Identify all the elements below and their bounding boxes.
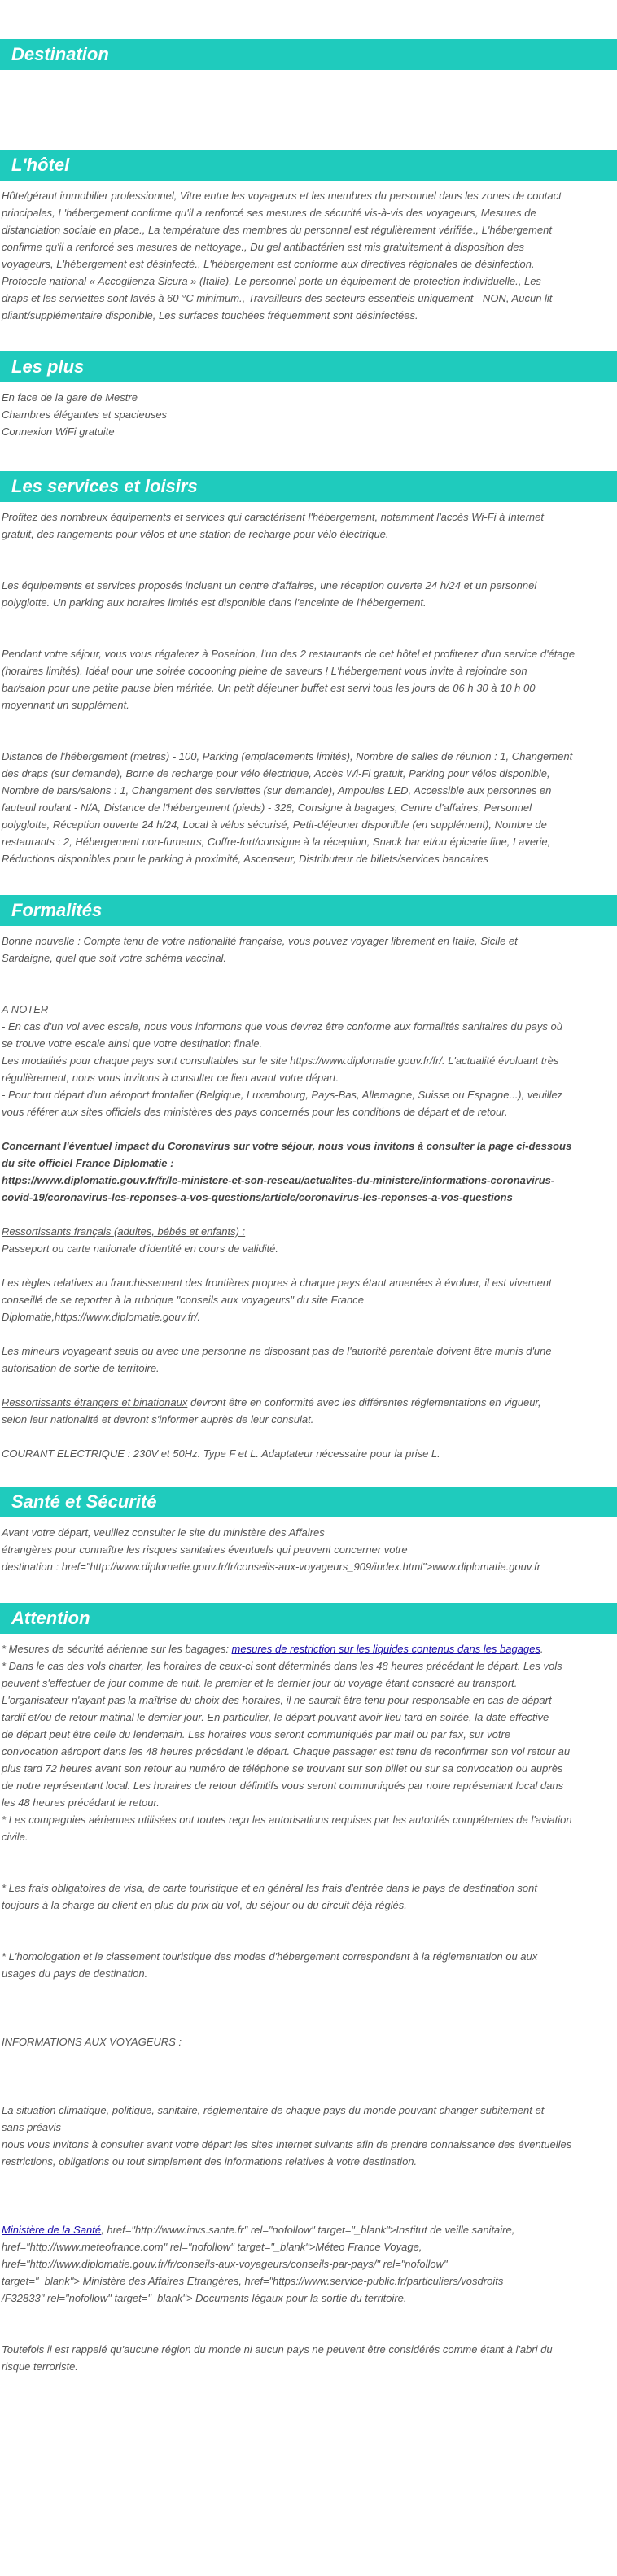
attention-text: , href="http://www.invs.sante.fr" rel="nofollow" target="_blank">Institut de veille sanitaire,: [101, 2224, 515, 2236]
formalites-line: [0, 1394, 617, 1411]
formalites-line: vous référer aux sites officiels des ministères des pays concernés pour les conditions de départ et de retour.: [2, 1106, 508, 1118]
attention-line: risque terroriste.: [2, 2360, 78, 2373]
formalites-line: Bonne nouvelle : Compte tenu de votre nationalité française, vous pouvez voyager librement en Italie, Sicile et: [2, 935, 518, 947]
formalites-line: Diplomatie,https://www.diplomatie.gouv.fr/.: [2, 1311, 200, 1323]
formalites-line: A NOTER: [2, 1003, 49, 1015]
hotel-line: pliant/supplémentaire disponible, Les surfaces touchées fréquemment sont désinfectées.: [2, 309, 418, 321]
attention-line: * L'homologation et le classement touristique des modes d'hébergement correspondent à la réglementation ou aux: [2, 1950, 538, 1963]
attention-line: de notre représentant local. Les horaires de retour définitifs vous seront communiqués par notre représentant local dans: [2, 1779, 564, 1792]
services-line: restaurants : 2, Hébergement non-fumeurs, Coffre-fort/consigne à la réception, Snack bar et/ou épicerie fine, Laverie,: [2, 836, 551, 848]
services-section: [0, 502, 617, 867]
ministere-sante-link[interactable]: Ministère de la Santé: [2, 2224, 102, 2236]
attention-line: INFORMATIONS AUX VOYAGEURS :: [2, 2036, 182, 2048]
formalites-text: devront être en conformité avec les différentes réglementations en vigueur,: [187, 1396, 541, 1408]
attention-line: * Dans le cas des vols charter, les horaires de ceux-ci sont déterminés dans les 48 heures précédant le départ. Les vols: [2, 1660, 562, 1672]
formalites-bold-line: https://www.diplomatie.gouv.fr/fr/le-ministere-et-son-reseau/actualites-du-ministere/informations-coronavirus-: [2, 1174, 555, 1186]
attention-line: de départ peut être celle du lendemain. Les horaires vous seront communiqués par mail ou par fax, sur votre: [2, 1728, 511, 1740]
attention-line: La situation climatique, politique, sanitaire, réglementaire de chaque pays du monde pouvant changer subitement et: [2, 2104, 545, 2116]
formalites-bold-line: du site officiel France Diplomatie :: [2, 1157, 174, 1169]
services-line: des draps (sur demande), Borne de recharge pour vélo électrique, Accès Wi-Fi gratuit, Parking pour vélos disponible,: [2, 767, 550, 779]
formalites-subheading: Ressortissants étrangers et binationaux: [2, 1396, 188, 1408]
hotel-line: voyageurs, L'hébergement est désinfecté., L'hébergement est conforme aux directives régionales de désinfection.: [2, 258, 535, 270]
formalites-line: Sardaigne, quel que soit votre schéma vaccinal.: [2, 952, 227, 964]
attention-line: les 48 heures précédant le retour.: [2, 1797, 160, 1809]
attention-line: sans préavis: [2, 2121, 61, 2133]
hotel-header: L'hôtel: [0, 150, 617, 181]
hotel-line: draps et les serviettes sont lavés à 60 °C minimum., Travailleurs des secteurs essentiels uniquement - NON, Aucun lit: [2, 292, 553, 304]
attention-line: href="http://www.meteofrance.com" rel="nofollow" target="_blank">Méteo France Voyage,: [2, 2241, 422, 2253]
attention-line: Toutefois il est rappelé qu'aucune région du monde ni aucun pays ne peuvent être considérés comme étant à l'abri du: [2, 2343, 553, 2356]
attention-line: * Les compagnies aériennes utilisées ont toutes reçu les autorisations requises par les autorités compétentes de l'aviation: [2, 1814, 572, 1826]
sante-line: étrangères pour connaître les risques sanitaires éventuels qui peuvent concerner votre: [2, 1543, 408, 1556]
attention-line: target="_blank"> Ministère des Affaires Etrangères, href="https://www.service-public.fr/particuliers/vosdroits: [2, 2275, 504, 2287]
hotel-line: confirme qu'il a renforcé ses mesures de nettoyage., Du gel antibactérien est mis gratuitement à disposition des: [2, 241, 524, 253]
services-line: Distance de l'hébergement (metres) - 100, Parking (emplacements limités), Nombre de salles de réunion : 1, Changement: [2, 750, 573, 762]
formalites-line: autorisation de sortie de territoire.: [2, 1362, 160, 1374]
attention-line: [0, 2221, 617, 2238]
attention-line: toujours à la charge du client en plus du prix du vol, du séjour ou du circuit déjà réglés.: [2, 1899, 407, 1911]
attention-line: plus tard 72 heures avant son retour au numéro de téléphone se trouvant sur son billet ou sur sa convocation ou auprès: [2, 1762, 563, 1775]
services-line: gratuit, des rangements pour vélos et une station de recharge pour vélo électrique.: [2, 528, 389, 540]
formalites-line: - En cas d'un vol avec escale, nous vous informons que vous devrez être conforme aux formalités sanitaires du pays où: [2, 1020, 562, 1033]
services-line: Les équipements et services proposés incluent un centre d'affaires, une réception ouverte 24 h/24 et un personnel: [2, 579, 537, 592]
services-line: polyglotte, Réception ouverte 24 h/24, Local à vélos sécurisé, Petit-déjeuner disponible (en supplément), Nombre de: [2, 819, 547, 831]
services-header: Les services et loisirs: [0, 471, 617, 502]
attention-line: nous vous invitons à consulter avant votre départ les sites Internet suivants afin de prendre connaissance des éventuelles: [2, 2138, 572, 2150]
attention-header: Attention: [0, 1603, 617, 1634]
formalites-section: [0, 926, 617, 1462]
services-line: fauteuil roulant - N/A, Distance de l'hébergement (pieds) - 328, Consigne à bagages, Centre d'affaires, Personnel: [2, 801, 532, 814]
formalites-line: se trouve votre escale ainsi que votre destination finale.: [2, 1037, 263, 1050]
formalites-line: régulièrement, nous vous invitons à consulter ce lien avant votre départ.: [2, 1072, 339, 1084]
plus-header: Les plus: [0, 351, 617, 382]
destination-header: Destination: [0, 39, 617, 70]
plus-item: En face de la gare de Mestre: [2, 391, 138, 404]
services-line: Profitez des nombreux équipements et services qui caractérisent l'hébergement, notamment l'accès Wi-Fi à Internet: [2, 511, 544, 523]
services-line: Pendant votre séjour, vous vous régalerez à Poseidon, l'un des 2 restaurants de cet hôtel et profiterez d'un service d'étage: [2, 648, 575, 660]
attention-text: * Mesures de sécurité aérienne sur les bagages:: [2, 1643, 232, 1655]
plus-item: Chambres élégantes et spacieuses: [2, 408, 168, 421]
formalites-line: - Pour tout départ d'un aéroport frontalier (Belgique, Luxembourg, Pays-Bas, Allemagne, Suisse ou Espagne...), veuillez: [2, 1089, 563, 1101]
attention-line: peuvent s'effectuer de jour comme de nuit, le premier et le dernier jour du voyage étant consacré au transport.: [2, 1677, 518, 1689]
sante-line: Avant votre départ, veuillez consulter le site du ministère des Affaires: [2, 1526, 325, 1539]
plus-section: [0, 382, 617, 440]
attention-line: L'organisateur n'ayant pas la maîtrise du choix des horaires, il ne saurait être tenu pour responsable en cas de départ: [2, 1694, 552, 1706]
sante-line: destination : href="http://www.diplomatie.gouv.fr/fr/conseils-aux-voyageurs_909/index.html">www.diplomatie.gouv.fr: [2, 1561, 540, 1573]
services-line: polyglotte. Un parking aux horaires limités est disponible dans l'enceinte de l'hébergement.: [2, 596, 427, 609]
formalites-line: selon leur nationalité et devront s'informer auprès de leur consulat.: [2, 1413, 314, 1426]
hotel-line: principales, L'hébergement confirme qu'il a renforcé ses mesures de sécurité vis-à-vis des voyageurs, Mesures de: [2, 207, 536, 219]
formalites-line: Passeport ou carte nationale d'identité en cours de validité.: [2, 1242, 278, 1255]
hotel-line: Hôte/gérant immobilier professionnel, Vitre entre les voyageurs et les membres du personnel dans les zones de contact: [2, 190, 562, 202]
formalites-subheading: Ressortissants français (adultes, bébés et enfants) :: [2, 1225, 246, 1238]
hotel-section: [0, 181, 617, 324]
formalites-bold-line: covid-19/coronavirus-les-reponses-a-vos-questions/article/coronavirus-les-reponses-a-vos-questions: [2, 1191, 513, 1203]
hotel-line: distanciation sociale en place., La température des membres du personnel est régulièrement vérifiée., L'hébergement: [2, 224, 552, 236]
attention-line: usages du pays de destination.: [2, 1967, 148, 1980]
formalites-line: Les mineurs voyageant seuls ou avec une personne ne disposant pas de l'autorité parentale doivent être munis d'une: [2, 1345, 552, 1357]
formalites-line: Les modalités pour chaque pays sont consultables sur le site https://www.diplomatie.gouv.fr/fr/. L'actualité évoluant très: [2, 1054, 559, 1067]
liquids-restriction-link[interactable]: mesures de restriction sur les liquides contenus dans les bagages: [231, 1643, 540, 1655]
services-line: Nombre de bars/salons : 1, Changement des serviettes (sur demande), Ampoules LED, Accessible aux personnes en: [2, 784, 552, 797]
services-line: Réductions disponibles pour le parking à proximité, Ascenseur, Distributeur de billets/services bancaires: [2, 853, 488, 865]
attention-line: [0, 1640, 617, 1657]
formalites-line: COURANT ELECTRIQUE : 230V et 50Hz. Type F et L. Adaptateur nécessaire pour la prise L.: [2, 1447, 440, 1460]
formalites-bold-line: Concernant l'éventuel impact du Coronavirus sur votre séjour, nous vous invitons à consulter la page ci-dessous: [2, 1140, 572, 1152]
attention-line: restrictions, obligations ou tout simplement des informations relatives à votre destination.: [2, 2155, 418, 2168]
formalites-line: conseillé de se reporter à la rubrique "conseils aux voyageurs" du site France: [2, 1294, 364, 1306]
attention-line: tardif et/ou de retour matinal le dernier jour. En particulier, le départ pouvant avoir lieu tard en soirée, la date effective: [2, 1711, 549, 1723]
formalites-line: Les règles relatives au franchissement des frontières propres à chaque pays étant amenées à évoluer, il est vivement: [2, 1277, 552, 1289]
sante-section: [0, 1517, 617, 1575]
plus-item: Connexion WiFi gratuite: [2, 426, 115, 438]
services-line: (horaires limités). Idéal pour une soirée cocooning pleine de saveurs ! L'hébergement vous invite à rejoindre son: [2, 665, 527, 677]
formalites-header: Formalités: [0, 895, 617, 926]
hotel-line: Protocole national « Accoglienza Sicura » (Italie), Le personnel porte un équipement de protection individuelle., Les: [2, 275, 541, 287]
sante-header: Santé et Sécurité: [0, 1487, 617, 1517]
services-line: bar/salon pour une petite pause bien méritée. Un petit déjeuner buffet est servi tous les jours de 06 h 30 à 10 h 00: [2, 682, 536, 694]
attention-line: href="http://www.diplomatie.gouv.fr/fr/conseils-aux-voyageurs/conseils-par-pays/" rel="nofollow": [2, 2258, 448, 2270]
attention-line: civile.: [2, 1831, 28, 1843]
attention-line: /F32833" rel="nofollow" target="_blank"> Documents légaux pour la sortie du territoire.: [2, 2292, 407, 2304]
attention-line: convocation aéroport dans les 48 heures précédant le départ. Chaque passager est tenu de reconfirmer son vol retour au: [2, 1745, 571, 1757]
services-line: moyennant un supplément.: [2, 699, 129, 711]
attention-text: .: [540, 1643, 544, 1655]
attention-section: [0, 1634, 617, 2375]
attention-line: * Les frais obligatoires de visa, de carte touristique et en général les frais d'entrée dans le pays de destination sont: [2, 1882, 537, 1894]
